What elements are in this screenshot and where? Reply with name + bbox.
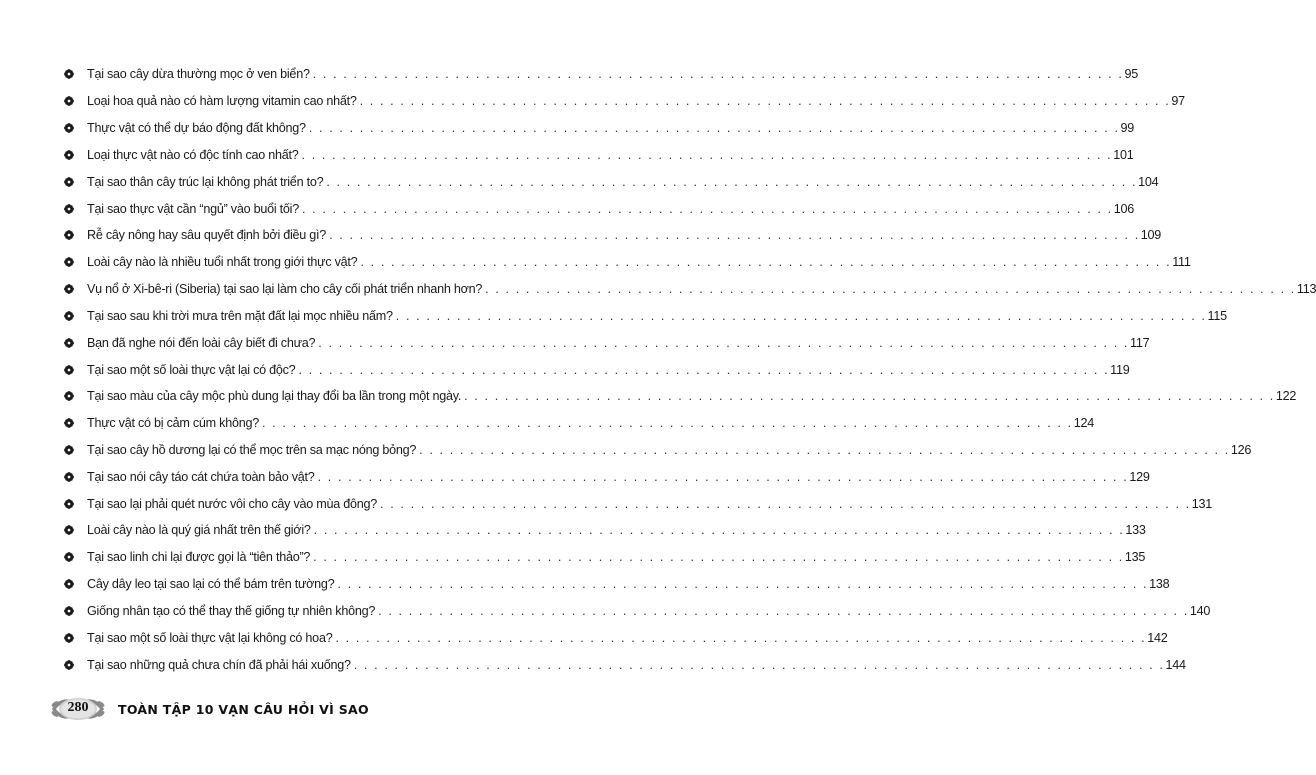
toc-entry-title: Tại sao màu của cây mộc phù dung lại thay đổi ba lần trong một ngày. bbox=[87, 389, 462, 404]
toc-entry-title: Tại sao thân cây trúc lại không phát triển to? bbox=[87, 174, 324, 189]
toc-entry-page: 124 bbox=[1073, 416, 1094, 431]
toc-entry[interactable] bbox=[64, 195, 1134, 222]
toc-entry-page: 142 bbox=[1147, 630, 1168, 645]
toc-entry-page: 129 bbox=[1129, 469, 1150, 484]
toc-dot-leader: . . . . . . . . . . . . . . . . . . . . . . . . . . . . . . . . . . . . . . . . . . . . . . . . . . . . . . . . . . . . . . . . . . . . . . . . . . . . . . . . bbox=[353, 657, 1165, 672]
toc-dot-leader: . . . . . . . . . . . . . . . . . . . . . . . . . . . . . . . . . . . . . . . . . . . . . . . . . . . . . . . . . . . . . . . . . . . . . . . . . . . . . . . . bbox=[329, 228, 1140, 243]
toc-entry-title: Tại sao linh chi lại được gọi là “tiên thảo”? bbox=[87, 550, 311, 565]
toc-dot-leader: . . . . . . . . . . . . . . . . . . . . . . . . . . . . . . . . . . . . . . . . . . . . . . . . . . . . . . . . . . . . . . . . . . . . . . . . . . . . . . . . bbox=[395, 308, 1207, 323]
toc-dot-leader: . . . . . . . . . . . . . . . . . . . . . . . . . . . . . . . . . . . . . . . . . . . . . . . . . . . . . . . . . . . . . . . . . . . . . . . . . . . . . . . . bbox=[308, 121, 1120, 136]
toc-entry[interactable] bbox=[64, 383, 1297, 410]
book-title: TOÀN TẬP 10 VẠN CÂU HỎI VÌ SAO bbox=[118, 702, 369, 717]
flower-bullet-icon bbox=[64, 69, 74, 79]
toc-entry[interactable] bbox=[64, 249, 1191, 276]
toc-entry-title: Bạn đã nghe nói đến loài cây biết đi chưa? bbox=[87, 335, 316, 350]
toc-entry[interactable] bbox=[64, 571, 1170, 598]
toc-entry-page: 101 bbox=[1113, 147, 1134, 162]
toc-dot-leader: . . . . . . . . . . . . . . . . . . . . . . . . . . . . . . . . . . . . . . . . . . . . . . . . . . . . . . . . . . . . . . . . . . . . . . . . . . . . . . . . bbox=[337, 577, 1149, 592]
flower-bullet-icon bbox=[64, 525, 74, 535]
toc-dot-leader: . . . . . . . . . . . . . . . . . . . . . . . . . . . . . . . . . . . . . . . . . . . . . . . . . . . . . . . . . . . . . . . . . . . . . . . . . . . . . . . . bbox=[464, 389, 1275, 404]
toc-entry[interactable] bbox=[64, 463, 1150, 490]
flower-bullet-icon bbox=[64, 257, 74, 267]
toc-entry[interactable] bbox=[64, 88, 1185, 115]
toc-entry-title: Loài cây nào là quý giá nhất trên thế giới? bbox=[87, 523, 311, 538]
toc-entry-title: Tại sao thực vật cần “ngủ” vào buổi tối? bbox=[87, 201, 299, 216]
toc-entry[interactable] bbox=[64, 329, 1150, 356]
flower-bullet-icon bbox=[64, 472, 74, 482]
toc-entry[interactable] bbox=[64, 356, 1130, 383]
flower-bullet-icon bbox=[64, 230, 74, 240]
flower-bullet-icon bbox=[64, 177, 74, 187]
toc-entry-title: Giống nhân tạo có thể thay thế giống tự nhiên không? bbox=[87, 603, 376, 618]
toc-entry[interactable] bbox=[64, 544, 1146, 571]
toc-entry-page: 144 bbox=[1165, 657, 1186, 672]
toc-entry-title: Tại sao những quả chưa chín đã phải hái xuống? bbox=[87, 657, 351, 672]
toc-entry-title: Loại hoa quả nào có hàm lượng vitamin cao nhất? bbox=[87, 94, 357, 109]
toc-entry-page: 133 bbox=[1125, 523, 1146, 538]
toc-entry-title: Loài cây nào là nhiều tuổi nhất trong giới thực vật? bbox=[87, 255, 358, 270]
page-number: 280 bbox=[67, 700, 89, 715]
toc-entry-title: Tại sao cây hồ dương lại có thể mọc trên sa mạc nóng bỏng? bbox=[87, 443, 417, 457]
toc-dot-leader: . . . . . . . . . . . . . . . . . . . . . . . . . . . . . . . . . . . . . . . . . . . . . . . . . . . . . . . . . . . . . . . . . . . . . . . . . . . . . . . . bbox=[360, 255, 1172, 270]
toc-entry-title: Loại thực vật nào có độc tính cao nhất? bbox=[87, 147, 299, 162]
toc-entry-page: 126 bbox=[1230, 443, 1252, 457]
toc-dot-leader: . . . . . . . . . . . . . . . . . . . . . . . . . . . . . . . . . . . . . . . . . . . . . . . . . . . . . . . . . . . . . . . . . . . . . . . . . . . . . . . . bbox=[312, 67, 1124, 82]
toc-entry-title: Rễ cây nông hay sâu quyết định bởi điều gì? bbox=[87, 228, 327, 243]
toc-dot-leader: . . . . . . . . . . . . . . . . . . . . . . . . . . . . . . . . . . . . . . . . . . . . . . . . . . . . . . . . . . . . . . . . . . . . . . . . . . . . . . . . bbox=[261, 416, 1073, 431]
page-number-badge bbox=[46, 694, 110, 724]
flower-bullet-icon bbox=[64, 150, 74, 160]
toc-entry[interactable] bbox=[64, 437, 1252, 464]
toc-entry-title: Cây dây leo tại sao lại có thể bám trên tường? bbox=[87, 577, 335, 592]
table-of-contents bbox=[64, 61, 1316, 678]
toc-dot-leader: . . . . . . . . . . . . . . . . . . . . . . . . . . . . . . . . . . . . . . . . . . . . . . . . . . . . . . . . . . . . . . . . . . . . . . . . . . . . . . . . bbox=[313, 550, 1124, 565]
toc-entry[interactable] bbox=[64, 141, 1134, 168]
toc-entry-title: Tại sao lại phải quét nước vôi cho cây vào mùa đông? bbox=[87, 496, 378, 511]
toc-entry-page: 109 bbox=[1140, 228, 1162, 243]
toc-entry-title: Vụ nổ ở Xi-bê-ri (Siberia) tại sao lại làm cho cây cối phát triển nhanh hơn? bbox=[87, 282, 483, 297]
flower-bullet-icon bbox=[64, 660, 74, 670]
toc-entry-page: 135 bbox=[1124, 550, 1146, 565]
toc-dot-leader: . . . . . . . . . . . . . . . . . . . . . . . . . . . . . . . . . . . . . . . . . . . . . . . . . . . . . . . . . . . . . . . . . . . . . . . . . . . . . . . . bbox=[301, 147, 1113, 162]
toc-dot-leader: . . . . . . . . . . . . . . . . . . . . . . . . . . . . . . . . . . . . . . . . . . . . . . . . . . . . . . . . . . . . . . . . . . . . . . . . . . . . . . . . bbox=[380, 496, 1191, 511]
flower-bullet-icon bbox=[64, 418, 74, 428]
toc-entry[interactable] bbox=[64, 222, 1162, 249]
toc-entry-title: Tại sao sau khi trời mưa trên mặt đất lại mọc nhiều nấm? bbox=[87, 308, 393, 323]
flower-bullet-icon bbox=[64, 633, 74, 643]
toc-entry-page: 104 bbox=[1138, 174, 1159, 189]
flower-bullet-icon bbox=[64, 606, 74, 616]
flower-bullet-icon bbox=[64, 311, 74, 321]
toc-entry-page: 119 bbox=[1110, 362, 1130, 377]
toc-entry-title: Thực vật có thể dự báo động đất không? bbox=[87, 121, 306, 136]
toc-entry-page: 97 bbox=[1171, 94, 1185, 109]
toc-entry-page: 99 bbox=[1120, 121, 1135, 136]
toc-entry-page: 140 bbox=[1189, 603, 1211, 618]
toc-entry-page: 111 bbox=[1172, 255, 1191, 270]
toc-entry-page: 131 bbox=[1191, 496, 1213, 511]
toc-entry[interactable] bbox=[64, 624, 1168, 651]
toc-dot-leader: . . . . . . . . . . . . . . . . . . . . . . . . . . . . . . . . . . . . . . . . . . . . . . . . . . . . . . . . . . . . . . . . . . . . . . . . . . . . . . . . bbox=[335, 630, 1147, 645]
toc-dot-leader: . . . . . . . . . . . . . . . . . . . . . . . . . . . . . . . . . . . . . . . . . . . . . . . . . . . . . . . . . . . . . . . . . . . . . . . . . . . . . . . . bbox=[317, 469, 1129, 484]
flower-bullet-icon bbox=[64, 365, 74, 375]
toc-entry-title: Tại sao một số loài thực vật lại có độc? bbox=[87, 362, 296, 377]
toc-entry-title: Tại sao cây dừa thường mọc ở ven biển? bbox=[87, 67, 310, 82]
flower-bullet-icon bbox=[64, 204, 74, 214]
toc-entry[interactable] bbox=[64, 517, 1146, 544]
toc-dot-leader: . . . . . . . . . . . . . . . . . . . . . . . . . . . . . . . . . . . . . . . . . . . . . . . . . . . . . . . . . . . . . . . . . . . . . . . . . . . . . . . . bbox=[378, 603, 1189, 618]
toc-entry[interactable] bbox=[64, 115, 1135, 142]
toc-dot-leader: . . . . . . . . . . . . . . . . . . . . . . . . . . . . . . . . . . . . . . . . . . . . . . . . . . . . . . . . . . . . . . . . . . . . . . . . . . . . . . . . bbox=[419, 443, 1230, 457]
flower-bullet-icon bbox=[64, 96, 74, 106]
toc-dot-leader: . . . . . . . . . . . . . . . . . . . . . . . . . . . . . . . . . . . . . . . . . . . . . . . . . . . . . . . . . . . . . . . . . . . . . . . . . . . . . . . . bbox=[326, 174, 1138, 189]
toc-dot-leader: . . . . . . . . . . . . . . . . . . . . . . . . . . . . . . . . . . . . . . . . . . . . . . . . . . . . . . . . . . . . . . . . . . . . . . . . . . . . . . . . bbox=[318, 335, 1130, 350]
toc-entry[interactable] bbox=[64, 168, 1159, 195]
toc-entry[interactable] bbox=[64, 302, 1227, 329]
toc-entry-page: 106 bbox=[1113, 201, 1134, 216]
toc-entry-page: 113 bbox=[1296, 282, 1316, 297]
toc-entry-page: 138 bbox=[1149, 577, 1170, 592]
page-footer bbox=[46, 694, 486, 724]
flower-bullet-icon bbox=[64, 552, 74, 562]
toc-entry[interactable] bbox=[64, 598, 1211, 625]
flower-bullet-icon bbox=[64, 579, 74, 589]
flower-bullet-icon bbox=[64, 391, 74, 401]
toc-entry-page: 95 bbox=[1124, 67, 1138, 82]
toc-dot-leader: . . . . . . . . . . . . . . . . . . . . . . . . . . . . . . . . . . . . . . . . . . . . . . . . . . . . . . . . . . . . . . . . . . . . . . . . . . . . . . . . bbox=[485, 282, 1296, 297]
flower-bullet-icon bbox=[64, 284, 74, 294]
toc-entry[interactable] bbox=[64, 410, 1094, 437]
toc-entry-page: 115 bbox=[1207, 308, 1227, 323]
toc-entry-title: Tại sao một số loài thực vật lại không có hoa? bbox=[87, 630, 333, 645]
toc-dot-leader: . . . . . . . . . . . . . . . . . . . . . . . . . . . . . . . . . . . . . . . . . . . . . . . . . . . . . . . . . . . . . . . . . . . . . . . . . . . . . . . . bbox=[298, 362, 1110, 377]
toc-dot-leader: . . . . . . . . . . . . . . . . . . . . . . . . . . . . . . . . . . . . . . . . . . . . . . . . . . . . . . . . . . . . . . . . . . . . . . . . . . . . . . . . bbox=[301, 201, 1113, 216]
flower-bullet-icon bbox=[64, 445, 74, 455]
flower-bullet-icon bbox=[64, 338, 74, 348]
toc-entry[interactable] bbox=[64, 276, 1316, 303]
toc-entry-page: 122 bbox=[1275, 389, 1297, 404]
toc-entry[interactable] bbox=[64, 490, 1213, 517]
toc-entry-page: 117 bbox=[1130, 335, 1150, 350]
toc-entry-title: Tại sao nói cây táo cát chứa toàn bảo vật? bbox=[87, 469, 315, 484]
toc-dot-leader: . . . . . . . . . . . . . . . . . . . . . . . . . . . . . . . . . . . . . . . . . . . . . . . . . . . . . . . . . . . . . . . . . . . . . . . . . . . . . . . . bbox=[313, 523, 1125, 538]
flower-bullet-icon bbox=[64, 123, 74, 133]
flower-bullet-icon bbox=[64, 499, 74, 509]
toc-dot-leader: . . . . . . . . . . . . . . . . . . . . . . . . . . . . . . . . . . . . . . . . . . . . . . . . . . . . . . . . . . . . . . . . . . . . . . . . . . . . . . . . bbox=[359, 94, 1171, 109]
toc-entry[interactable] bbox=[64, 61, 1138, 88]
toc-entry-title: Thực vật có bị cảm cúm không? bbox=[87, 416, 259, 431]
toc-entry[interactable] bbox=[64, 651, 1186, 678]
